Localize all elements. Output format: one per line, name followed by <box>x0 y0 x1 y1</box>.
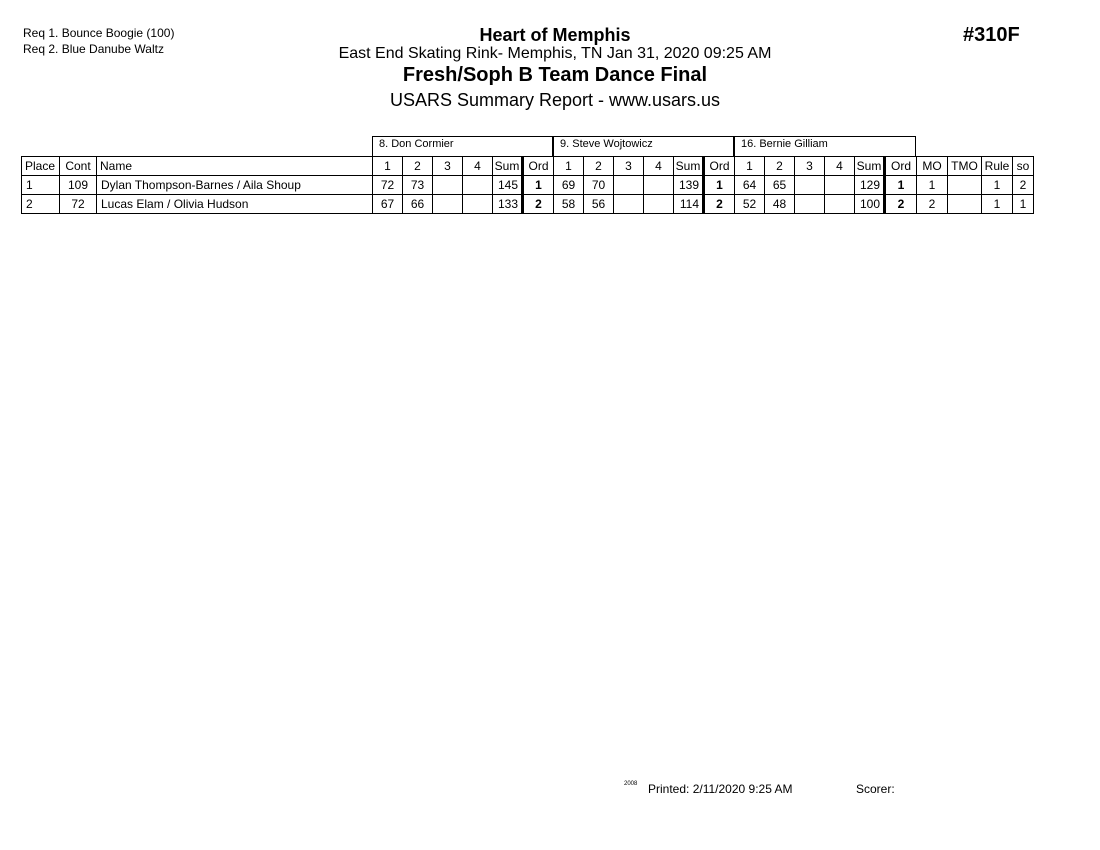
col-j1-ord: Ord <box>523 157 554 176</box>
cell-sum: 114 <box>674 195 704 214</box>
cell-score <box>795 176 825 195</box>
col-j1-4: 4 <box>463 157 493 176</box>
cell-ord: 2 <box>885 195 917 214</box>
col-j2-sum: Sum <box>674 157 704 176</box>
cell-cont: 72 <box>60 195 97 214</box>
cell-mo: 2 <box>917 195 948 214</box>
cell-score <box>644 195 674 214</box>
judge-2-header: 9. Steve Wojtowicz <box>553 136 734 156</box>
cell-sum: 139 <box>674 176 704 195</box>
cell-ord: 2 <box>704 195 735 214</box>
cell-score <box>614 176 644 195</box>
col-name: Name <box>97 157 373 176</box>
requirement-2: Req 2. Blue Danube Waltz <box>23 42 164 56</box>
cell-score <box>825 176 855 195</box>
cell-sum: 129 <box>855 176 885 195</box>
location-datetime: East End Skating Rink- Memphis, TN Jan 31, 2020 09:25 AM <box>338 45 772 62</box>
col-j3-2: 2 <box>765 157 795 176</box>
col-so: so <box>1013 157 1034 176</box>
col-j2-1: 1 <box>554 157 584 176</box>
cell-score <box>644 176 674 195</box>
col-j1-3: 3 <box>433 157 463 176</box>
cell-score: 66 <box>403 195 433 214</box>
judge-3-header: 16. Bernie Gilliam <box>734 136 916 156</box>
col-j3-1: 1 <box>735 157 765 176</box>
event-number: #310F <box>963 24 1020 46</box>
cell-sum: 100 <box>855 195 885 214</box>
cell-score <box>825 195 855 214</box>
cell-score <box>433 195 463 214</box>
cell-cont: 109 <box>60 176 97 195</box>
cell-so: 2 <box>1013 176 1034 195</box>
col-j2-4: 4 <box>644 157 674 176</box>
col-j3-sum: Sum <box>855 157 885 176</box>
col-mo: MO <box>917 157 948 176</box>
table-row <box>22 176 1034 195</box>
cell-mo: 1 <box>917 176 948 195</box>
cell-score: 65 <box>765 176 795 195</box>
footer-code: 2008 <box>624 781 638 787</box>
cell-sum: 133 <box>493 195 523 214</box>
cell-score <box>795 195 825 214</box>
cell-place: 1 <box>22 176 60 195</box>
cell-score <box>614 195 644 214</box>
cell-tmo <box>948 176 982 195</box>
cell-rule: 1 <box>982 195 1013 214</box>
cell-sum: 145 <box>493 176 523 195</box>
cell-name: Lucas Elam / Olivia Hudson <box>97 195 373 214</box>
cell-score: 72 <box>373 176 403 195</box>
table-header-row <box>22 157 1034 176</box>
scorer-label: Scorer: <box>856 782 895 796</box>
cell-score: 56 <box>584 195 614 214</box>
report-title: USARS Summary Report - www.usars.us <box>389 90 721 110</box>
col-j1-1: 1 <box>373 157 403 176</box>
col-j1-2: 2 <box>403 157 433 176</box>
col-j3-3: 3 <box>795 157 825 176</box>
col-j2-2: 2 <box>584 157 614 176</box>
cell-ord: 1 <box>523 176 554 195</box>
cell-score: 73 <box>403 176 433 195</box>
cell-score: 58 <box>554 195 584 214</box>
cell-score: 70 <box>584 176 614 195</box>
cell-ord: 2 <box>523 195 554 214</box>
col-cont: Cont <box>60 157 97 176</box>
cell-score: 48 <box>765 195 795 214</box>
col-j3-ord: Ord <box>885 157 917 176</box>
col-j2-ord: Ord <box>704 157 735 176</box>
event-name: Fresh/Soph B Team Dance Final <box>402 64 708 86</box>
cell-ord: 1 <box>704 176 735 195</box>
col-place: Place <box>22 157 60 176</box>
cell-score <box>463 195 493 214</box>
cell-so: 1 <box>1013 195 1034 214</box>
col-j1-sum: Sum <box>493 157 523 176</box>
cell-tmo <box>948 195 982 214</box>
cell-score: 69 <box>554 176 584 195</box>
cell-place: 2 <box>22 195 60 214</box>
col-rule: Rule <box>982 157 1013 176</box>
cell-score <box>433 176 463 195</box>
requirement-1: Req 1. Bounce Boogie (100) <box>23 26 175 40</box>
table-row <box>22 195 1034 214</box>
col-tmo: TMO <box>948 157 982 176</box>
results-table <box>21 156 1034 214</box>
cell-score <box>463 176 493 195</box>
judge-1-header: 8. Don Cormier <box>372 136 553 156</box>
cell-name: Dylan Thompson-Barnes / Aila Shoup <box>97 176 373 195</box>
cell-score: 64 <box>735 176 765 195</box>
cell-ord: 1 <box>885 176 917 195</box>
printed-timestamp: Printed: 2/11/2020 9:25 AM <box>648 782 793 796</box>
cell-score: 52 <box>735 195 765 214</box>
col-j2-3: 3 <box>614 157 644 176</box>
cell-score: 67 <box>373 195 403 214</box>
competition-title: Heart of Memphis <box>479 25 631 45</box>
cell-rule: 1 <box>982 176 1013 195</box>
col-j3-4: 4 <box>825 157 855 176</box>
